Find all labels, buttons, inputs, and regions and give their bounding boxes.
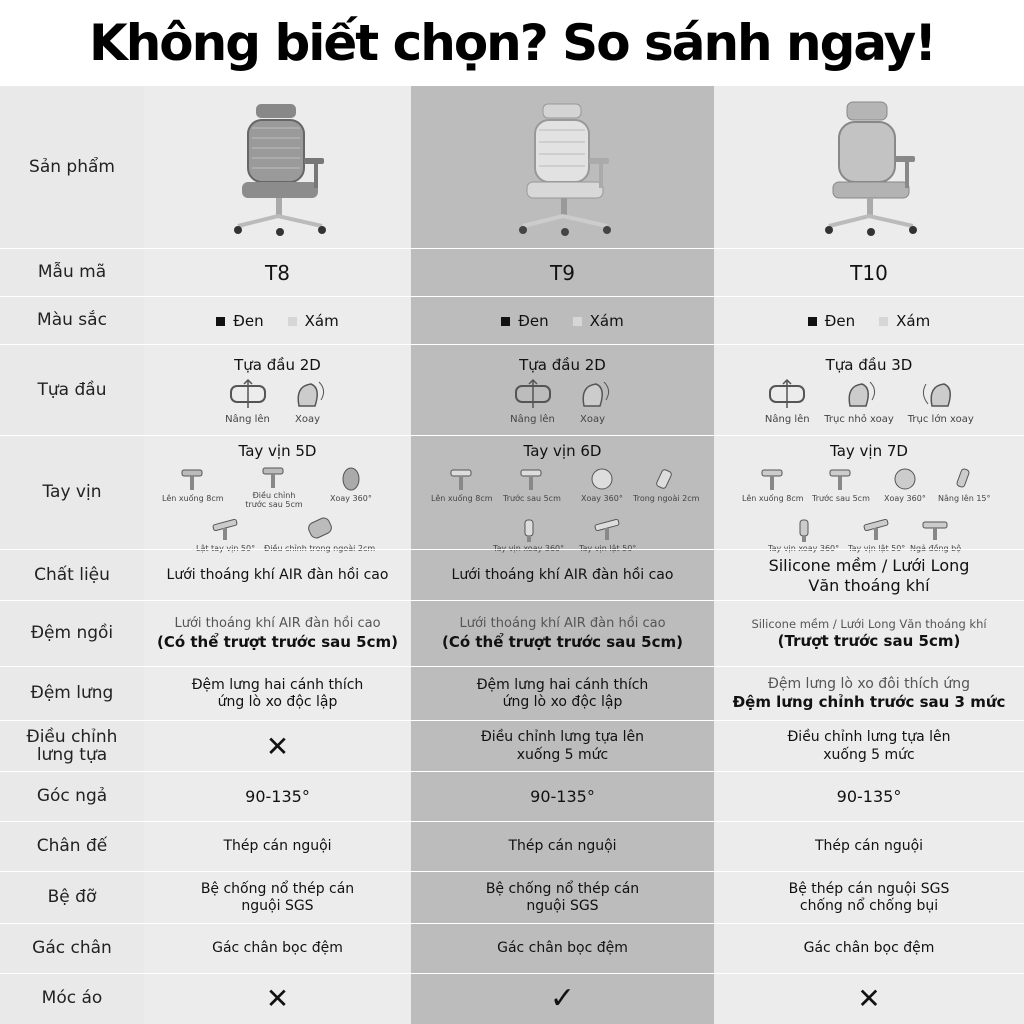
material-t10-line2: Văn thoáng khí [808,575,930,595]
row-footrest [0,924,1024,974]
armrest-item-label: Trước sau 5cm [503,494,561,503]
t8-product-image [144,86,411,249]
row-label: Đệm lưng [30,683,114,704]
color-swatch-gray [573,317,582,326]
armrest-item-label: Lên xuống 8cm [162,494,224,503]
material-t8: Lưới thoáng khí AIR đàn hồi cao [166,566,389,583]
color-label-gray: Xám [304,312,339,330]
armrest-item-label: Xoay 360° [581,494,623,503]
seat-t9-line1: Lưới thoáng khí AIR đàn hồi cao [459,615,666,631]
row-label: Tay vịn [42,482,102,503]
row-back-cushion [0,667,1024,721]
armrest-item-label: Xoay 360° [330,494,372,503]
back-cushion-t9-line1: Đệm lưng hai cánh thích [476,676,649,693]
base-t10: Thép cán nguội [814,838,924,855]
armrest-sync-recline-icon [919,518,953,542]
back-cushion-t8-line2: ứng lò xo độc lập [217,694,338,710]
back-cushion-t10-line1: Đệm lưng lò xo đôi thích ứng [768,676,970,693]
back-adjust-t10-line2: xuống 5 mức [823,746,915,763]
row-label: Gác chân [32,938,112,959]
headrest-small-axis-rotate-icon [836,378,882,412]
row-base [0,822,1024,872]
footrest-t8: Gác chân bọc đệm [212,940,343,957]
mechanism-t9-line2: nguội SGS [526,898,599,914]
model-t8: T8 [265,261,290,285]
row-label: Sản phẩm [29,156,115,177]
headrest-item-label: Trục lớn xoay [907,414,974,425]
row-label: Màu sắc [37,310,107,331]
recline-t9: 90-135° [530,787,595,806]
row-hanger [0,974,1024,1024]
armrest-flip-icon [591,518,625,542]
row-label: Tựa đầu [37,379,107,400]
headrest-item-label: Xoay [294,414,320,425]
armrest-rotate-icon [890,466,920,492]
seat-t8-line1: Lưới thoáng khí AIR đàn hồi cao [174,615,381,631]
row-armrest [0,436,1024,550]
row-product [0,86,1024,249]
headrest-lift-icon [764,378,810,412]
headrest-item-label: Trục nhỏ xoay [824,414,894,425]
armrest-height-icon [447,466,477,492]
armrest-item-label: Trước sau 5cm [812,494,870,503]
armrest-title: Tay vịn 5D [238,442,317,460]
back-adjust-t9-line1: Điều chỉnh lưng tựa lên [480,729,645,745]
armrest-flip-icon [209,518,243,542]
color-swatch-gray [879,317,888,326]
color-options [808,312,930,330]
page-title: Không biết chọn? So sánh ngay! [88,14,936,72]
back-adjust-t10-line1: Điều chỉnh lưng tựa lên [787,729,951,745]
armrest-slide-icon [259,464,289,490]
chair-white-icon [503,98,623,238]
seat-t9-line2: (Có thể trượt trước sau 5cm) [441,632,683,651]
base-t8: Thép cán nguội [223,838,332,855]
headrest-title: Tựa đầu 2D [519,356,606,374]
material-t10-line1: Silicone mềm / Lưới Long [768,555,970,575]
material-t9: Lưới thoáng khí AIR đàn hồi cao [451,566,674,583]
chair-light-gray-icon [809,98,929,238]
headrest-item-label: Nâng lên [225,414,270,425]
armrest-item-label: Lên xuống 8cm [431,494,493,503]
row-headrest [0,345,1024,436]
check-icon: ✓ [549,981,576,1016]
row-label-line1: Điều chỉnh [26,726,118,747]
mechanism-t9-line1: Bệ chống nổ thép cán [485,880,640,897]
armrest-title: Tay vịn 7D [830,442,908,460]
comparison-table [0,86,1024,1024]
row-seat [0,601,1024,667]
headrest-item-label: Nâng lên [510,414,555,425]
armrest-rotate-icon [587,466,617,492]
mechanism-t10-line1: Bệ thép cán nguội SGS [788,880,950,897]
color-options [216,312,338,330]
armrest-title: Tay vịn 6D [523,442,602,460]
footrest-t10: Gác chân bọc đệm [803,940,935,957]
chair-gray-icon [218,98,338,238]
armrest-swivel-icon [514,518,544,542]
row-label: Chân đế [36,836,108,857]
cross-icon: ✕ [857,982,881,1015]
color-label-gray: Xám [896,312,931,330]
seat-t8-line2: (Có thể trượt trước sau 5cm) [156,632,398,651]
cross-icon: ✕ [265,982,290,1015]
armrest-rotate-icon [336,466,366,492]
row-label [0,721,144,772]
armrest-item-label: Lên xuống 8cm [742,494,804,503]
armrest-tilt-icon [949,466,979,492]
color-label-gray: Xám [589,312,624,330]
footrest-t9: Gác chân bọc đệm [497,940,628,957]
mechanism-t10-line2: chống nổ chống bụi [799,898,939,914]
model-t10: T10 [850,261,888,285]
seat-t10-line2: (Trượt trước sau 5cm) [777,631,961,650]
armrest-flip-icon [860,518,894,542]
armrest-inout-icon [303,514,337,542]
armrest-height-icon [758,466,788,492]
t10-product-image [714,86,1024,249]
row-mechanism [0,872,1024,924]
mechanism-t8-line2: nguội SGS [241,898,314,914]
row-model [0,249,1024,297]
armrest-height-icon [178,466,208,492]
color-label-black: Đen [233,312,264,330]
row-back-adjust [0,721,1024,772]
headrest-title: Tựa đầu 3D [825,356,913,374]
color-options [501,312,623,330]
armrest-item-label: Nâng lên 15° [938,494,991,503]
headrest-lift-icon [510,378,556,412]
armrest-inout-icon [651,466,681,492]
armrest-item-label: Trong ngoài 2cm [633,494,700,503]
armrest-item-label: Điều chỉnh trước sau 5cm [245,491,303,509]
row-label: Đệm ngồi [30,623,114,644]
row-label-line2: lưng tựa [36,744,108,765]
base-t9: Thép cán nguội [508,838,617,855]
armrest-slide-icon [517,466,547,492]
row-color [0,297,1024,345]
row-label: Góc ngả [36,786,108,807]
row-label: Móc áo [41,988,103,1009]
t9-product-image [411,86,714,249]
back-cushion-t9-line2: ứng lò xo độc lập [502,694,623,710]
headrest-title: Tựa đầu 2D [234,356,321,374]
armrest-swivel-icon [789,518,819,542]
armrest-slide-icon [826,466,856,492]
headrest-rotate-icon [285,378,331,412]
mechanism-t8-line1: Bệ chống nổ thép cán [200,880,355,897]
cross-icon: ✕ [265,729,290,763]
model-t9: T9 [550,261,575,285]
armrest-item-label: Xoay 360° [884,494,926,503]
row-material [0,550,1024,601]
row-recline [0,772,1024,822]
headrest-rotate-icon [570,378,616,412]
color-label-black: Đen [824,312,856,330]
back-cushion-t8-line1: Đệm lưng hai cánh thích [191,676,364,693]
row-label: Bệ đỡ [47,887,97,908]
headrest-lift-icon [225,378,271,412]
color-swatch-black [808,317,817,326]
row-label: Mẫu mã [37,262,107,283]
headrest-item-label: Nâng lên [764,414,810,425]
back-cushion-t10-line2: Đệm lưng chỉnh trước sau 3 mức [732,693,1006,712]
color-label-black: Đen [518,312,549,330]
headrest-large-axis-rotate-icon [918,378,964,412]
back-adjust-t9-line2: xuống 5 mức [516,746,609,763]
row-label: Chất liệu [34,564,110,585]
seat-t10-line1: Silicone mềm / Lưới Long Văn thoáng khí [751,616,987,631]
color-swatch-black [216,317,225,326]
recline-t8: 90-135° [245,787,310,806]
recline-t10: 90-135° [836,787,902,806]
color-swatch-black [501,317,510,326]
color-swatch-gray [288,317,297,326]
headrest-item-label: Xoay [579,414,605,425]
